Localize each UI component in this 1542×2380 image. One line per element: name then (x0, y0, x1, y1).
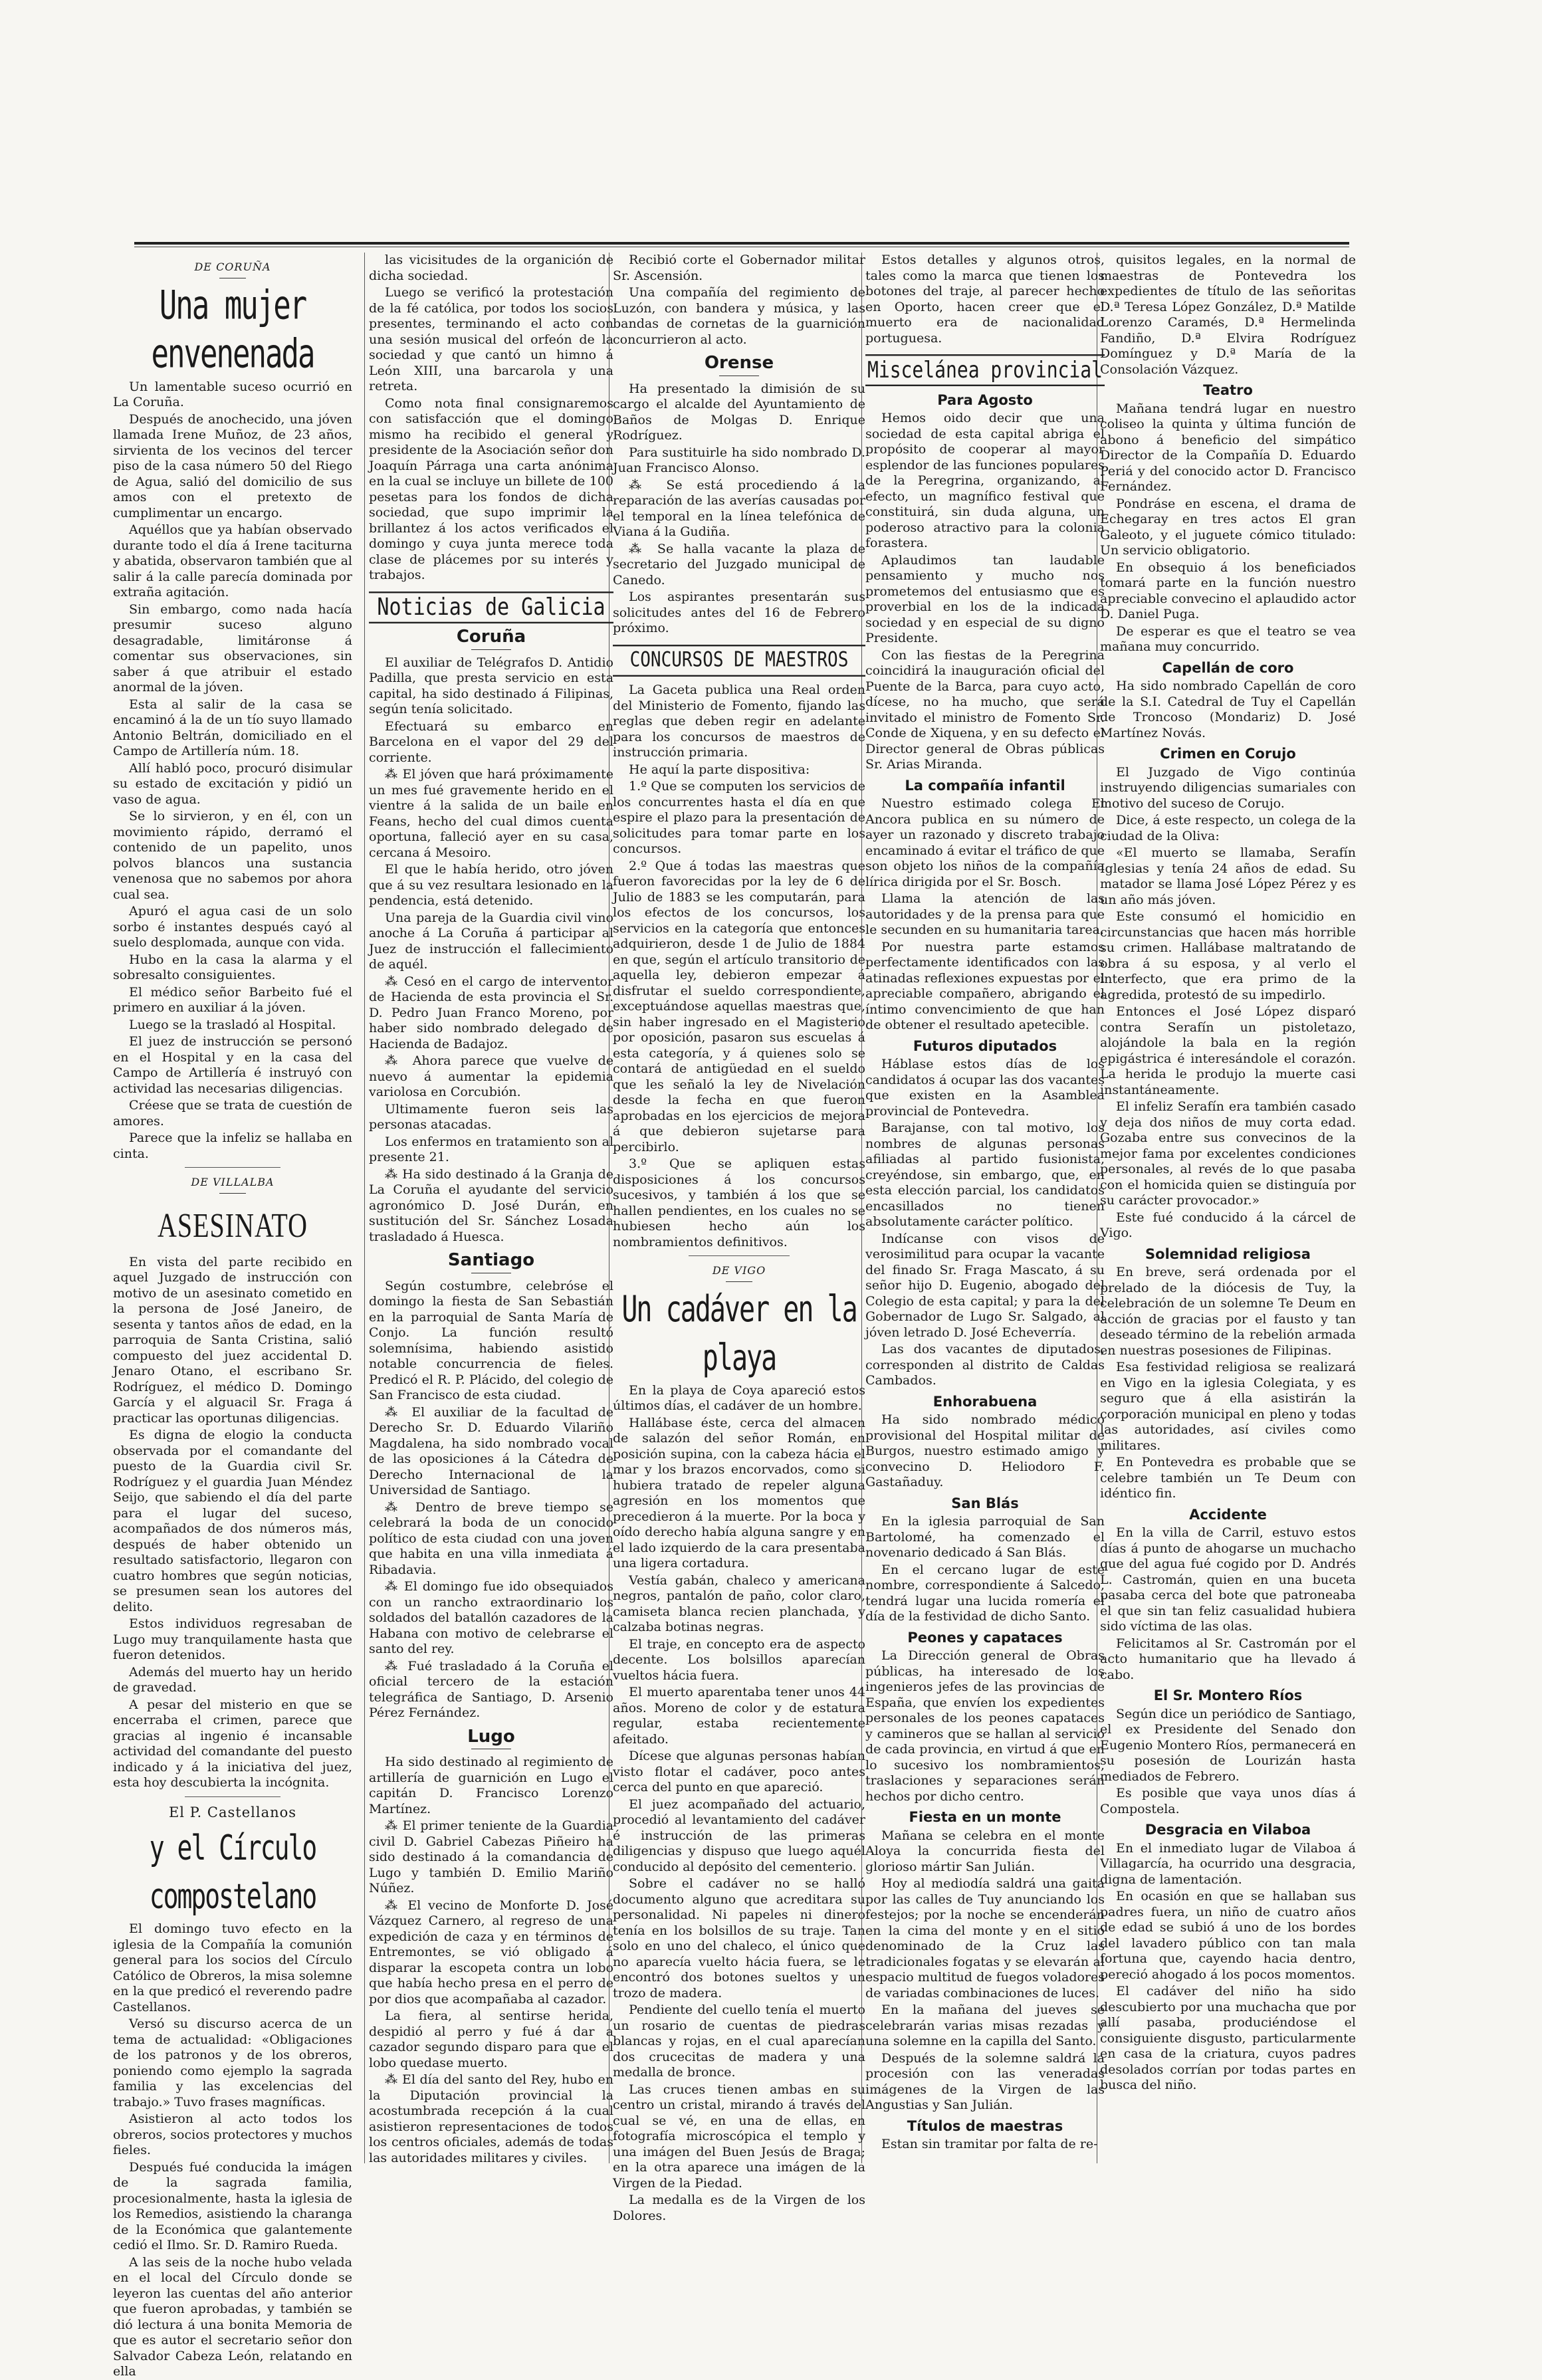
paragraph: De esperar es que el teatro se vea mañana muy concurrido. (1100, 623, 1356, 654)
subheading: Títulos de maestras (907, 2117, 1063, 2134)
paragraph: ⁂ Fué trasladado á la Coruña el oficial tercero de la estación telegráfica de Santiago, D. Arsenio Pérez Fernández. (369, 1658, 613, 1720)
column-5 (1100, 253, 1356, 2180)
paragraph: Felicitamos al Sr. Castromán por el acto humanitario que ha llevado á cabo. (1100, 1636, 1356, 1682)
paragraph: 1.º Que se computen los servicios de los concurrentes hasta el día en que espire el plazo para la presentación de solicitudes para tomar parte en los concursos. (613, 779, 865, 856)
paragraph: Háblase estos días de los candidatos á ocupar las dos vacantes que existen en la Asamblea provincial de Pontevedra. (865, 1057, 1105, 1119)
paragraph: Esta al salir de la casa se encaminó á la de un tío suyo llamado Antonio Beltrán, domiciliado en el Campo de Artillería núm. 18. (113, 697, 352, 758)
headline: y el Círculo compostelano (149, 1828, 316, 1917)
paragraph: El traje, en concepto era de aspecto decente. Los bolsillos aparecían vueltos hácia fuera. (613, 1636, 865, 1683)
paragraph: «El muerto se llamaba, Serafín Iglesias y tenía 24 años de edad. Su matador se llama José López Pérez y es un año más jóven. (1100, 845, 1356, 907)
paragraph: Según dice un periódico de Santiago, el ex Presidente del Senado don Eugenio Montero Ríos, permanecerá en su posesión de Lourizán hasta mediados de Febrero. (1100, 1706, 1356, 1784)
subheading: Futuros diputados (913, 1037, 1057, 1054)
paragraph: Estos detalles y algunos otros, tales como la marca que tienen los botones del traje, al parecer hecho en Oporto, hacen creer que el muerto era de nacionalidad portuguesa. (865, 253, 1105, 346)
subheading: Desgracia en Vilaboa (1145, 1822, 1311, 1838)
paragraph: El médico señor Barbeito fué el primero en auxiliar á la jóven. (113, 984, 352, 1015)
column-1 (113, 253, 352, 2379)
paragraph: Como nota final consignaremos con satisfacción que el domingo mismo ha recibido el general y presidente de la Asociación señor don Joaquín Párraga una carta anónima en la cual se incluye un billete de 100 pesetas para los fondos de dicha sociedad, que supo imprimir la brillantez á los actos verificados el domingo y cuya junta merece toda clase de plácemes por su interés y trabajos. (369, 395, 613, 582)
subheading: Crimen en Corujo (1160, 746, 1296, 762)
paragraph: El cadáver del niño ha sido descubierto por una muchacha que por allí pasaba, produciéndose el consiguiente disgusto, particularmente en casa de la criatura, cuyos padres desolados corrían por todas partes en busca del niño. (1100, 1984, 1356, 2092)
paragraph: En breve, será ordenada por el prelado de la diócesis de Tuy, la celebración de un solemne Te Deum en acción de gracias por el fausto y tan deseado término de la rebelión armada en nuestras posesiones de Filipinas. (1100, 1265, 1356, 1358)
paragraph: Luego se la trasladó al Hospital. (129, 1017, 336, 1032)
subheading: Teatro (1203, 382, 1253, 398)
paragraph: En Pontevedra es probable que se celebre también un Te Deum con idéntico fin. (1100, 1455, 1356, 1501)
paragraph: En obsequio á los beneficiados tomará parte en la función nuestro apreciable convecino el aplaudido actor D. Daniel Puga. (1100, 560, 1356, 621)
section-banner: Miscelánea provincial (865, 354, 1105, 385)
paragraph: En la playa de Coya apareció estos últimos días, el cadáver de un hombre. (613, 1382, 865, 1413)
subheading: Solemnidad religiosa (1145, 1245, 1311, 1262)
separator (185, 1796, 280, 1797)
paragraph: Este fué conducido á la cárcel de Vigo. (1100, 1210, 1356, 1240)
paragraph: Las cruces tienen ambas en su centro un cristal, mirando á través del cual se vé, en una de ellas, en fotografía microscópica el templo y una imágen del Buen Jesús de Braga; en la otra aparece una imágen de la Virgen de la Piedad. (613, 2082, 865, 2191)
separator (185, 1167, 280, 1168)
subheading: Fiesta en un monte (909, 1809, 1061, 1825)
paragraph: ⁂ Se halla vacante la plaza de secretario del Juzgado municipal de Canedo. (613, 541, 865, 588)
paragraph: Pendiente del cuello tenía el muerto un rosario de cuentas de piedras blancas y rojas, en el cual aparecían dos crucecitas de madera y una medalla de bronce. (613, 2002, 865, 2080)
paragraph: Es digna de elogio la conducta observada por el comandante del puesto de la Guardia civil Sr. Rodríguez y el guardia Juan Méndez Seijo, que sabiendo el día del parte para el lugar del suceso, acompañados de dos números más, después de haber obtenido un resultado satisfactorio, llegaron con cuatro hombres que según noticias, se presumen sean los autores del delito. (113, 1428, 352, 1614)
paragraph: Para sustituirle ha sido nombrado D. Juan Francisco Alonso. (613, 445, 865, 475)
paragraph: Apuró el agua casi de un solo sorbo é instantes después cayó al suelo desplomada, aunque con vida. (113, 904, 352, 950)
paragraph: Una pareja de la Guardia civil vino anoche á La Coruña á participar al Juez de instrucción el fallecimiento de aquél. (369, 910, 613, 972)
paragraph: La medalla es de la Virgen de los Dolores. (613, 2193, 865, 2223)
paragraph: El auxiliar de Telégrafos D. Antidio Padilla, que presta servicio en esta capital, ha sido destinado á Filipinas, según tenía solicitado. (369, 655, 613, 716)
paragraph: Ha sido destinado al regimiento de artillería de guarnición en Lugo el capitán D. Francisco Lorenzo Martínez. (369, 1755, 613, 1816)
paragraph: Ha sido nombrado médico provisional del Hospital militar de Burgos, nuestro estimado amigo y convecino D. Heliodoro F. Gastañaduy. (865, 1412, 1105, 1489)
paragraph: Estan sin tramitar por falta de re- (881, 2137, 1098, 2151)
paragraph: Mañana se celebra en el monte Aloya la concurrida fiesta del glorioso mártir San Julián. (865, 1828, 1105, 1874)
paragraph: Indícanse con visos de verosimilitud para ocupar la vacante del finado Sr. Fraga Mascato, á su señor hijo D. Eugenio, abogado del Colegio de esta capital; y para la del Gobernador de Lugo Sr. Salgado, al jóven letrado D. José Echeverría. (865, 1231, 1105, 1340)
paragraph: ⁂ El auxiliar de la facultad de Derecho Sr. D. Eduardo Vilariño Magdalena, ha sido nombrado vocal de las oposiciones á la Cátedra de Derecho Internacional de la Universidad de Santiago. (369, 1404, 613, 1497)
paragraph: En vista del parte recibido en aquel Juzgado de instrucción con motivo de un asesinato cometido en la persona de José Janeiro, de sesenta y tantos años de edad, en la parroquia de Santa Cristina, salió compuesto del juez accidental D. Jenaro Otano, el escribano Sr. Rodríguez, el médico D. Domingo García y el alguacil Sr. Fraga á practicar las oportunas diligencias. (113, 1254, 352, 1426)
paragraph: Las dos vacantes de diputados, corresponden al distrito de Caldas Cambados. (865, 1342, 1105, 1388)
paragraph: Parece que la infeliz se hallaba en cinta. (113, 1131, 352, 1161)
paragraph: ⁂ Dentro de breve tiempo se celebrará la boda de un conocido político de esta ciudad con una joven que habita en una villa inmediata á Ribadavia. (369, 1499, 613, 1577)
paragraph: ⁂ Ha sido destinado á la Granja de La Coruña el ayudante del servicio agronómico D. José Durán, en sustitución del Sr. Sánchez Losada trasladado á Huesca. (369, 1166, 613, 1244)
subheading: La compañía infantil (905, 777, 1065, 794)
headline: ASESINATO (157, 1205, 308, 1245)
paragraph: El Juzgado de Vigo continúa instruyendo diligencias sumariales con motivo del suceso de Corujo. (1100, 764, 1356, 811)
paragraph: Estos individuos regresaban de Lugo muy tranquilamente hasta que fueron detenidos. (113, 1616, 352, 1662)
paragraph: Según costumbre, celebróse el domingo la fiesta de San Sebastián en la parroquial de Santa María de Conjo. La función resultó solemnísima, habiendo asistido notable concurrencia de fieles. Predicó el R. P. Plácido, del colegio de San Francisco de esta ciudad. (369, 1278, 613, 1402)
paragraph: Llama la atención de las autoridades y de la prensa para que le secunden en su humanitaria tarea. (865, 891, 1105, 937)
paragraph: Vestía gabán, chaleco y americana negros, pantalón de paño, color claro, camiseta blanca recien planchada, y calzaba botinas negras. (613, 1572, 865, 1634)
paragraph: ⁂ El jóven que hará próximamente un mes fué gravemente herido en el vientre á la salida de un baile en Feans, hecho del cual dimos cuenta oportuna, falleció ayer en su casa, cercana á Mesoiro. (369, 767, 613, 860)
paragraph: Dice, á este respecto, un colega de la ciudad de la Oliva: (1100, 813, 1356, 843)
subheadline: El P. Castellanos (168, 1804, 297, 1820)
paragraph: He aquí la parte dispositiva: (629, 762, 810, 777)
paragraph: Además del muerto hay un herido de gravedad. (113, 1664, 352, 1695)
paragraph: Un lamentable suceso ocurrió en La Coruña. (113, 379, 352, 409)
paragraph: Esa festividad religiosa se realizará en Vigo en la iglesia Colegiata, y es seguro que á ella asistirán la corporación municipal en pleno y todas las autoridades, así civiles como militares. (1100, 1360, 1356, 1453)
paragraph: Versó su discurso acerca de un tema de actualidad: «Obligaciones de los patronos y de los obreros, poniendo como ejemplo la sagrada familia y las excelencias del trabajo.» Tuvo frases magníficas. (113, 2016, 352, 2110)
paragraph: La Dirección general de Obras públicas, ha interesado de los ingenieros jefes de las provincias de España, que envíen los expedientes personales de los peones capataces y camineros que se hallan al servicio de cada provincia, en virtud á que en lo sucesivo los nombramientos, traslaciones y separaciones serán hechos por dicho centro. (865, 1648, 1105, 1804)
paragraph: Los aspirantes presentarán sus solicitudes antes del 16 de Febrero próximo. (613, 590, 865, 635)
paragraph: Después fué conducida la imágen de la sagrada familia, procesionalmente, hasta la iglesia de los Remedios, asistiendo la charanga de la Económica que galantemente cedió el Ilmo. Sr. D. Ramiro Rueda. (113, 2159, 352, 2252)
paragraph: 3.º Que se apliquen estas disposiciones á los concursos sucesivos, y también á los que se hallen pendientes, en los cuales no se hubiesen hecho aún los nombramientos definitivos. (613, 1156, 865, 1249)
paragraph: El infeliz Serafín era también casado y deja dos niños de muy corta edad. Gozaba entre sus convecinos de la mejor fama por excelentes condiciones personales, al revés de lo que pasaba con el homicida quien se distinguía por su carácter provocador.» (1100, 1099, 1356, 1208)
dateline: DE VILLALBA (113, 1174, 352, 1194)
subheading: Enhorabuena (933, 1393, 1038, 1410)
section-heading: Santiago (369, 1253, 613, 1273)
paragraph: Ha presentado la dimisión de su cargo el alcalde del Ayuntamiento de Baños de Molgas D. Enrique Rodríguez. (613, 381, 865, 443)
top-rule (134, 242, 1349, 247)
paragraph: Pondráse en escena, el drama de Echegaray en tres actos El gran Galeoto, y el juguete cómico titulado: Un servicio obligatorio. (1100, 496, 1356, 558)
paragraph: Hoy al mediodía saldrá una gaita por las calles de Tuy anunciando los festejos; por la noche se encenderán en la cima del monte y en el sitio denominado de la Cruz las tradicionales fogatas y se elevarán al espacio multitud de fuegos voladores de variadas combinaciones de luces. (865, 1876, 1105, 2001)
subheading: El Sr. Montero Ríos (1153, 1687, 1303, 1703)
section-banner: CONCURSOS DE MAESTROS (613, 645, 865, 676)
headline: Un cadáver en la playa (621, 1289, 857, 1378)
paragraph: El que le había herido, otro jóven que á su vez resultara lesionado en la pendencia, está detenido. (369, 862, 613, 908)
paragraph: Este consumó el homicidio en circunstancias que hacen más horrible su crimen. Hallábase maltratando de obra á su esposa, y al verlo el interfecto, que era primo de la agredida, protestó de su impedirlo. (1100, 909, 1356, 1002)
subheading: Peones y capataces (907, 1629, 1063, 1646)
section-banner: Noticias de Galicia (369, 592, 613, 623)
paragraph: Allí habló poco, procuró disimular su estado de excitación y pidió un vaso de agua. (113, 760, 352, 807)
paragraph: La fiera, al sentirse herida, despidió al perro y fué á dar a cazador segundo disparo para que el lobo quedase muerto. (369, 2008, 613, 2070)
column-rule (364, 253, 365, 2163)
paragraph: Efectuará su embarco en Barcelona en el vapor del 29 del corriente. (369, 718, 613, 765)
paragraph: Por nuestra parte estamos perfectamente identificados con las atinadas reflexiones expuestas por el apreciable compañero, abrigando el íntimo convencimiento de que han de obtener el resultado apetecible. (865, 939, 1105, 1032)
separator (689, 1255, 790, 1256)
subheading: Para Agosto (937, 391, 1033, 408)
paragraph: Aplaudimos tan laudable pensamiento y mucho nos prometemos del entusiasmo que es proverbial en los de la indicada sociedad y en especial de su digno Presidente. (865, 552, 1105, 645)
paragraph: ⁂ Ahora parece que vuelve de nuevo á aumentar la epidemia variolosa en Corcubión. (369, 1053, 613, 1099)
paragraph: Ultimamente fueron seis las personas atacadas. (369, 1101, 613, 1132)
paragraph: 2.º Que á todas las maestras que fueron favorecidas por la ley de 6 de Julio de 1883 se les computarán, para los efectos de los concursos, los servicios en la categoría que entonces adquirieron, desde 1 de Julio de 1884 en que, según el artículo transitorio de aquella ley, debieron empezar á disfrutar el sueldo correspondiente, exceptuándose aquellas maestras que, sin haber ingresado en el Magisterio por oposición, pasaron sus escuelas á esta categoría, y á quienes solo se contará de antigüedad en el sueldo que les señaló la ley de Nivelación desde la fecha en que fueron aprobadas en los ejercicios de mejora á que debieron sujetarse para percibirlo. (613, 858, 865, 1154)
paragraph: Mañana tendrá lugar en nuestro coliseo la quinta y última función de abono á beneficio del simpático Director de la Compañía D. Eduardo Periá y del conocido actor D. Francisco Fernández. (1100, 401, 1356, 494)
paragraph: El juez acompañado del actuario, procedió al levantamiento del cadáver é instrucción de las primeras diligencias y dispuso que luego aquél conducido al depósito del cementerio. (613, 1796, 865, 1874)
paragraph: El muerto aparentaba tener unos 44 años. Moreno de color y de estatura regular, estaba recientemente afeitado. (613, 1685, 865, 1747)
paragraph: ⁂ Se está procediendo á la reparación de las averías causadas por el temporal en la línea telefónica de Viana á la Gudiña. (613, 477, 865, 539)
paragraph: Entonces el José López disparó contra Serafín un pistoletazo, alojándole la bala en la región epigástrica é interesándole el corazón. La herida le produjo la muerte casi instantáneamente. (1100, 1004, 1356, 1097)
subheading: San Blás (951, 1495, 1019, 1511)
paragraph: Los enfermos en tratamiento son al presente 21. (369, 1134, 613, 1164)
section-heading: Orense (613, 356, 865, 376)
paragraph: En la mañana del jueves se celebrarán varias misas rezadas y una solemne en la capilla del Santo. (865, 2002, 1105, 2048)
paragraph: Una compañía del regimiento de Luzón, con bandera y música, y las bandas de cornetas de la guarnición concurrieron al acto. (613, 285, 865, 347)
paragraph: ⁂ El primer teniente de la Guardia civil D. Gabriel Cabezas Piñeiro ha sido destinado á la comandancia de Lugo y también D. Emilio Mariño Núñez. (369, 1818, 613, 1895)
paragraph: En la iglesia parroquial de San Bartolomé, ha comenzado el novenario dedicado á San Blás. (865, 1514, 1105, 1560)
paragraph: quisitos legales, en la normal de maestras de Pontevedra los expedientes de título de las señoritas D.ª Teresa López González, D.ª Matilde Lorenzo Caramés, D.ª Hermelinda Fandiño, D.ª Elvira Rodríguez Domínguez y D.ª María de la Consolación Vázquez. (1100, 253, 1356, 377)
paragraph: Sin embargo, como nada hacía presumir suceso alguno desagradable, limitáronse á comentar sus observaciones, sin saber á que atribuir el estado anormal de la jóven. (113, 601, 352, 695)
paragraph: Asistieron al acto todos los obreros, socios protectores y muchos fieles. (113, 2111, 352, 2157)
paragraph: Ha sido nombrado Capellán de coro de la S.I. Catedral de Tuy el Capellán de Troncoso (Mondariz) D. José Martínez Novás. (1100, 679, 1356, 740)
paragraph: Hubo en la casa la alarma y el sobresalto consiguientes. (113, 952, 352, 982)
dateline: DE VIGO (613, 1263, 865, 1282)
paragraph: En el inmediato lugar de Vilaboa á Villagarcía, ha ocurrido una desgracia, digna de lamentación. (1100, 1840, 1356, 1887)
paragraph: En la villa de Carril, estuvo estos días á punto de ahogarse un muchacho que del agua fué cogido por D. Andrés L. Castromán, quien en una buceta pasaba cerca del bote que patroneaba el que sin tan feliz casualidad hubiera sido víctima de las olas. (1100, 1525, 1356, 1634)
subheading: Capellán de coro (1162, 659, 1294, 676)
section-heading: Coruña (369, 629, 613, 650)
column-4 (865, 253, 1105, 2180)
subheading: Accidente (1189, 1506, 1267, 1523)
section-heading: Lugo (369, 1729, 613, 1750)
paragraph: ⁂ El vecino de Monforte D. José Vázquez Carnero, al regreso de una expedición de caza y en términos de Entremontes, se vió obligado á disparar la escopeta contra un lobo que había hecho presa en el perro de por dios que acompañaba al cazador. (369, 1897, 613, 2006)
paragraph: La Gaceta publica una Real orden del Ministerio de Fomento, fijando las reglas que deben regir en adelante para los concursos de maestros de instrucción primaria. (613, 683, 865, 760)
paragraph: A pesar del misterio en que se encerraba el crimen, parece que gracias al ingenio é incansable actividad del comandante del puesto indicado y á la iniciativa del juez, esta hoy descubierta la incógnita. (113, 1697, 352, 1790)
paragraph: Después de la solemne saldrá la procesión con las veneradas imágenes de la Virgen de las Angustias y San Julián. (865, 2050, 1105, 2112)
paragraph: Aquéllos que ya habían observado durante todo el día á Irene taciturna y abatida, observaron también que al salir á la calle parecía dominada por extraña agitación. (113, 522, 352, 599)
paragraph: Hemos oido decir que una sociedad de esta capital abriga el propósito de cooperar al mayor esplendor de las funciones populares de la Peregrina, organizando, al efecto, un magnífico festival que constituirá, sin duda alguna, un poderoso atractivo para la colonia forastera. (865, 411, 1105, 550)
paragraph: ⁂ El domingo fue ido obsequiados con un rancho extraordinario los soldados del batallón cazadores de la Habana con motivo de celebrarse el santo del rey. (369, 1579, 613, 1656)
paragraph: En ocasión en que se hallaban sus padres fuera, un niño de cuatro años de edad se subió á uno de los bordes del lavadero público con tan mala fortuna que, cayendo hacia dentro, pereció ahogado á los pocos momentos. (1100, 1889, 1356, 1982)
paragraph: ⁂ El día del santo del Rey, hubo en la Diputación provincial la acostumbrada recepción á la cual asistieron representaciones de todos los centros oficiales, además de todas las autoridades militares y civiles. (369, 2072, 613, 2165)
headline: Una mujer envenenada (151, 282, 314, 377)
paragraph: Créese que se trata de cuestión de amores. (113, 1098, 352, 1129)
paragraph: El juez de instrucción se personó en el Hospital y en la casa del Campo de Artillería é instruyó con actividad las necesarias diligencias. (113, 1034, 352, 1096)
paragraph: Hallábase éste, cerca del almacen de salazón del señor Román, en posición supina, con la cabeza hácia el mar y los brazos encorvados, como si hubiera tratado de repeler alguna agresión en los momentos que precedieron á la muerte. Por la boca y oído derecho había alguna sangre y en el lado izquierdo de la cara presentaba una ligera cortadura. (613, 1415, 865, 1570)
paragraph: Con las fiestas de la Peregrina coincidirá la inauguración oficial del Puente de la Barca, para cuyo acto, dícese, no ha mucho, que será invitado el ministro de Fomento Sr. Conde de Xiquena, y en su defecto el Director general de Obras públicas Sr. Arias Miranda. (865, 647, 1105, 772)
paragraph: Luego se verificó la protestación de la fé católica, por todos los socios presentes, terminando el acto con una sesión musical del orfeón de la sociedad y que cantó un himno á León XIII, una barcarola y una retreta. (369, 285, 613, 393)
paragraph: las vicisitudes de la organición de dicha sociedad. (369, 253, 613, 283)
paragraph: Sobre el cadáver no se halló documento alguno que acreditara su personalidad. Ni papeles ni dinero tenía en los bolsillos de su traje. Tan solo en uno del chaleco, el único que no aparecía vuelto hácia fuera, se le encontró dos botones sueltos y un trozo de madera. (613, 1876, 865, 2001)
paragraph: El domingo tuvo efecto en la iglesia de la Compañía la comunión general para los socios del Círculo Católico de Obreros, la misa solemne en la que predicó el reverendo padre Castellanos. (113, 1921, 352, 2014)
paragraph: A las seis de la noche hubo velada en el local del Círculo donde se leyeron las cuentas del año anterior que fueron aprobadas, y también se dió lectura á una bonita Memoria de que es autor el secretario señor don Salvador Cabeza León, relatando en ella (113, 2254, 352, 2379)
paragraph: ⁂ Cesó en el cargo de interventor de Hacienda de esta provincia el Sr. D. Pedro Juan Franco Moreno, por haber sido nombrado delegado de Hacienda de Badajoz. (369, 974, 613, 1051)
paragraph: Nuestro estimado colega El Ancora publica en su número de ayer un razonado y discreto trabajo encaminado á evitar el tráfico de que son objeto los niños de la compañía lírica dirigida por el Sr. Bosch. (865, 796, 1105, 889)
column-2 (369, 253, 613, 2180)
paragraph: En el cercano lugar de este nombre, correspondiente á Salcedo, tendrá lugar una lucida romería el día de la festividad de dicho Santo. (865, 1562, 1105, 1624)
paragraph: Dícese que algunas personas habían visto flotar el cadáver, poco antes cerca del punto en que apareció. (613, 1749, 865, 1794)
paragraph: Es posible que vaya unos días á Compostela. (1100, 1786, 1356, 1816)
paragraph: Se lo sirvieron, y en él, con un movimiento rápido, derramó el contenido de un papelito, unos polvos blancos una sustancia venenosa que no sabemos por ahora cual sea. (113, 809, 352, 902)
paragraph: Después de anochecido, una jóven llamada Irene Muñoz, de 23 años, sirvienta de los vecinos del tercer piso de la casa número 50 del Riego de Agua, salió del domicilio de sus amos con el pretexto de cumplimentar un encargo. (113, 411, 352, 520)
paragraph: Barajanse, con tal motivo, los nombres de algunas personas afiliadas al partido fusionista, creyéndose, sin embargo, que, en esta elección parcial, los candidatos encasillados no tienen absolutamente carácter político. (865, 1121, 1105, 1229)
paragraph: Recibió corte el Gobernador militar Sr. Ascensión. (613, 253, 865, 283)
column-3 (613, 253, 865, 2223)
dateline: DE CORUÑA (113, 259, 352, 278)
